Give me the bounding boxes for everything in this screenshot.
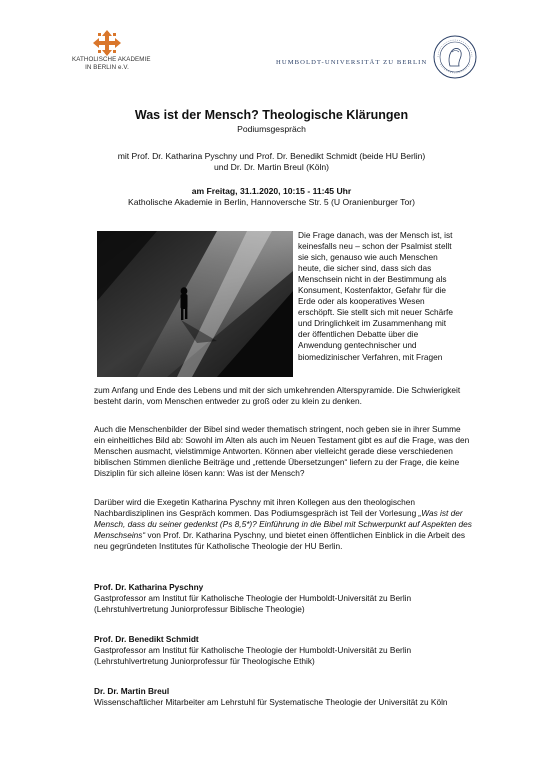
akademie-emblem-icon xyxy=(93,30,121,56)
bio-pyschny xyxy=(94,582,494,615)
bio-line: Gastprofessor am Institut für Katholische Theologie der Humboldt-Universität zu Berlin xyxy=(94,593,412,603)
lecture-line xyxy=(94,508,476,519)
bio-name: Dr. Dr. Martin Breul xyxy=(94,686,170,696)
speakers-intro xyxy=(0,151,543,173)
lecture-line xyxy=(94,530,476,541)
bible-line: ein einheitliches Bild ab: Sowohl im Alten als auch im Neuen Testament gibt es auf die Frage, was den xyxy=(94,435,470,446)
intro-line: Konsument, Kostenfaktor, Gefahr für die xyxy=(298,285,447,296)
intro-line: keinesfalls neu – schon der Psalmist stellt xyxy=(298,241,452,252)
event-subtitle: Podiumsgespräch xyxy=(237,124,306,134)
lecture-text: Nachbardisziplinen ins Gespräch kommen. Das Podiumsgespräch ist Teil der Vorlesung xyxy=(94,508,419,519)
event-location: Katholische Akademie in Berlin, Hannoversche Str. 5 (U Oranienburger Tor) xyxy=(128,197,415,207)
logo-line-1: KATHOLISCHE AKADEMIE xyxy=(72,56,151,63)
intro-line: Anwendung gentechnischer und xyxy=(298,340,417,351)
bio-name: Prof. Dr. Katharina Pyschny xyxy=(94,582,204,592)
bio-breul xyxy=(94,686,494,708)
intro-line: Menschsein nicht in der Bestimmung als xyxy=(298,274,447,285)
lecture-line: neu gegründeten Institutes für Katholische Theologie der HU Berlin. xyxy=(94,541,343,552)
humboldt-university-name: HUMBOLDT-UNIVERSITÄT ZU BERLIN xyxy=(276,59,428,66)
intro-line: sie sich, genauso wie auch Menschen xyxy=(298,252,438,263)
intro-line: zum Anfang und Ende des Lebens und mit der sich umkehrenden Alterspyramide. Die Schwierigkeit xyxy=(94,385,461,395)
katholische-akademie-logo xyxy=(72,30,151,72)
bio-line: Wissenschaftlicher Mitarbeiter am Lehrstuhl für Systematische Theologie der Universität zu Köln xyxy=(94,697,448,707)
intro-line: biomedizinischer Verfahren, mit Fragen xyxy=(298,351,443,362)
bible-line: Disziplin für sich alleine lösen kann: Was ist der Mensch? xyxy=(94,468,305,479)
speakers-line-1: mit Prof. Dr. Katharina Pyschny und Prof. Dr. Benedikt Schmidt (beide HU Berlin) xyxy=(117,151,426,161)
intro-line: erschöpft. Sie stellt sich mit neuer Schärfe xyxy=(298,307,453,318)
bio-schmidt xyxy=(94,634,494,667)
bio-line: (Lehrstuhlvertretung Juniorprofessur Biblische Theologie) xyxy=(94,604,305,614)
speakers-line-2: und Dr. Dr. Martin Breul (Köln) xyxy=(213,162,330,172)
bible-paragraph xyxy=(94,424,476,479)
lecture-text: von Prof. Dr. Katharina Pyschny, und bietet einen öffentlichen Einblick in die Arbeit des xyxy=(145,530,465,541)
lecture-title-italic: Mensch, dass du seiner gedenkst (Ps 8,5*)? Einführung in die Bibel mit Schwerpunkt auf Aspekten des xyxy=(94,519,472,530)
bible-line: biblischen Stimmen dienliche Beiträge und „rettende Übersetzungen“ liefern zu der Frage, die keine xyxy=(94,457,460,468)
bio-line: Gastprofessor am Institut für Katholische Theologie der Humboldt-Universität zu Berlin xyxy=(94,645,412,655)
intro-line: Die Frage danach, was der Mensch ist, ist xyxy=(298,230,453,240)
bible-line: Menschen ausmacht, vielstimmige Antworten. Können aber vielleicht gerade diese verschiedenen xyxy=(94,446,453,457)
lecture-line xyxy=(94,519,476,530)
bio-name: Prof. Dr. Benedikt Schmidt xyxy=(94,634,199,644)
logo-line-2: IN BERLIN e.V. xyxy=(85,64,129,71)
intro-paragraph-continuation xyxy=(94,385,474,407)
lecture-line: Darüber wird die Exegetin Katharina Pyschny mit ihren Kollegen aus den theologischen xyxy=(94,497,416,507)
bible-line: Auch die Menschenbilder der Bibel sind weder thematisch stringent, noch geben sie in ihrer Summe xyxy=(94,424,461,434)
humboldt-seal-icon xyxy=(432,34,478,80)
bio-line: (Lehrstuhlvertretung Juniorprofessur für Theologische Ethik) xyxy=(94,656,315,666)
intro-line: der öffentlichen Debatte über die xyxy=(298,329,419,340)
event-date-location xyxy=(0,186,543,208)
intro-paragraph xyxy=(298,230,470,363)
event-title: Was ist der Mensch? Theologische Klärungen xyxy=(134,108,409,122)
intro-line: und Dringlichkeit im Zusammenhang mit xyxy=(298,318,447,329)
lecture-title-italic: Menschseins“ xyxy=(94,530,146,541)
lecture-title-italic: „Was ist der xyxy=(418,508,463,519)
intro-line: heute, die sicher sind, dass sich das xyxy=(298,263,432,274)
intro-line: Erde oder als kooperatives Wesen xyxy=(298,296,425,307)
lone-figure-photo xyxy=(97,231,293,377)
lecture-paragraph xyxy=(94,497,476,552)
intro-line: besteht darin, vom Menschen entweder zu groß oder zu klein zu denken. xyxy=(94,396,362,407)
event-date: am Freitag, 31.1.2020, 10:15 - 11:45 Uhr xyxy=(191,186,352,196)
